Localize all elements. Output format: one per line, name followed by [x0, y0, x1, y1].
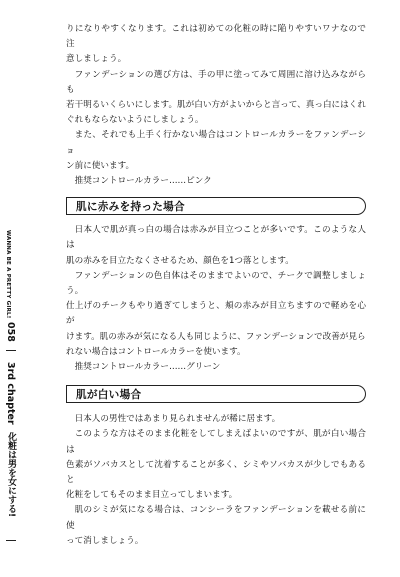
text-line: 意しましょう。: [66, 54, 127, 65]
text-line: 日本人で肌が真っ白の場合は赤みが目立つことが多いです。このような人は: [66, 225, 366, 251]
section1-paragraph: [66, 223, 366, 375]
text-line: 肌の赤みを目立たなくさせるため、顔色を1つ落とします。: [66, 255, 294, 266]
page-number: 058: [5, 322, 16, 342]
text-line: このような方はそのまま化粧をしてしまえばよいのですが、肌が白い場合は: [66, 429, 366, 455]
separator: [6, 540, 16, 541]
text-line: ン前に使います。: [66, 160, 135, 171]
text-line: ぐれもならないようにしましょう。: [66, 115, 204, 126]
text-line: ファンデーションの色自体はそのままでよいので、チークで調整しましょう。: [66, 270, 366, 297]
chapter-label: 3rd chapter: [5, 362, 16, 425]
section2-paragraph: [66, 412, 366, 549]
section-heading-white-skin: 肌が白い場合: [66, 385, 366, 403]
brand-text: WANNA BE A PRETTY GIRL!: [5, 230, 11, 319]
text-line: 日本人の男性ではあまり見られませんが稀に居ます。: [74, 414, 281, 425]
text-line: 色素がソバカスとして沈着することが多く、シミやソバカスが少しでもあると: [66, 459, 366, 486]
text-line: 推奨コントロールカラー……グリーン: [74, 362, 221, 373]
text-line: 推奨コントロールカラー……ピンク: [74, 176, 212, 187]
text-line: けます。肌の赤みが気になる人も同じように、ファンデーションで改善が見ら: [66, 331, 366, 342]
text-line: って消しましょう。: [66, 535, 144, 546]
side-running-header: [0, 230, 22, 530]
text-line: 化粧をしてもそのまま目立ってしまいます。: [66, 490, 238, 501]
text-line: ファンデーションの選び方は、手の甲に塗ってみて周囲に溶け込みながらも: [66, 69, 366, 95]
chapter-title: 化粧は男を女にする!: [6, 432, 16, 518]
text-line: 仕上げのチークもやり過ぎてしまうと、頬の赤みが目立ちますので軽めを心が: [66, 301, 366, 327]
text-line: また、それでも上手く行かない場合はコントロールカラーをファンデーショ: [66, 130, 366, 156]
text-line: 若干明るいくらいにします。肌が白い方がよいからと言って、真っ白にはくれ: [66, 100, 366, 111]
separator: [6, 350, 16, 351]
page-content: [66, 22, 366, 549]
text-line: 肌のシミが気になる場合は、コンシーラをファンデーションを載せる前に使: [66, 505, 366, 531]
text-line: れない場合はコントロールカラーを使います。: [66, 346, 246, 357]
intro-paragraph: [66, 22, 366, 189]
section-heading-redness: 肌に赤みを持った場合: [66, 197, 366, 215]
text-line: りになりやすくなります。これは初めての化粧の時に陥りやすいワナなので注: [66, 24, 366, 50]
